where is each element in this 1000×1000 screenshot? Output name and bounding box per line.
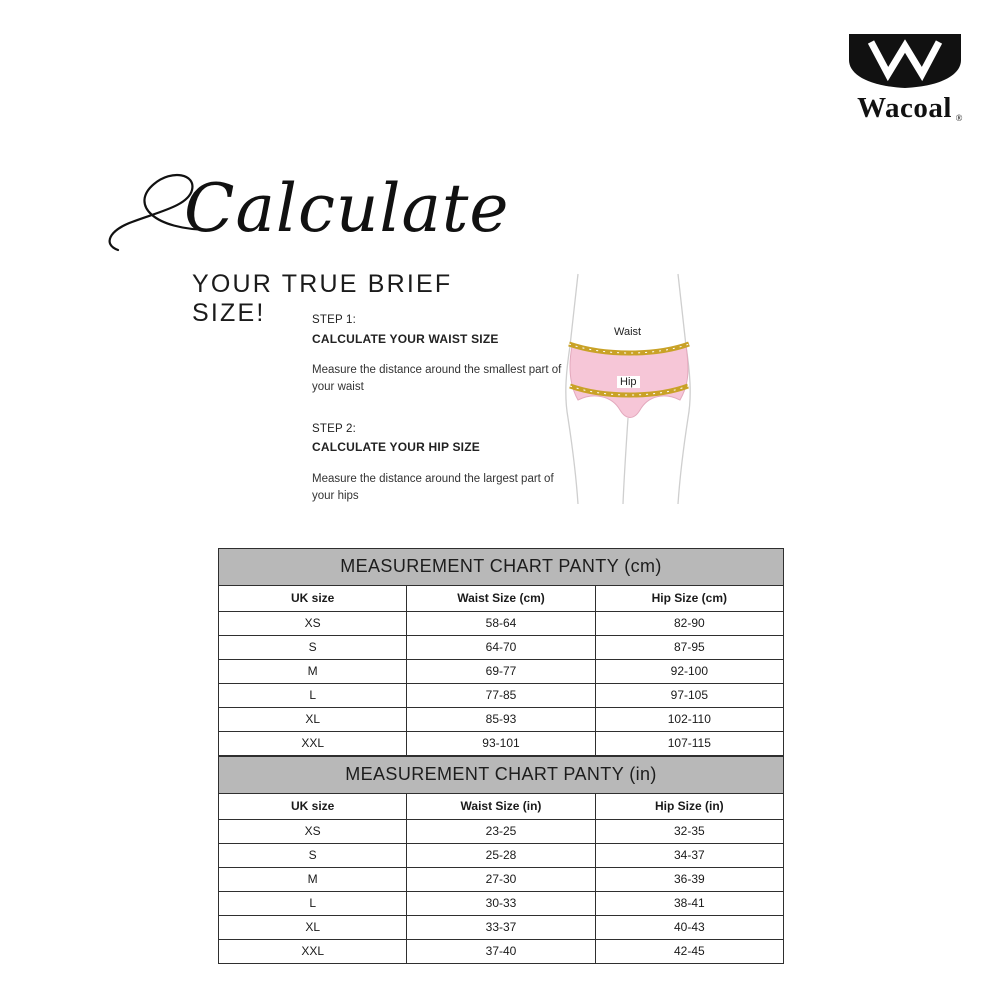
measurement-table-in: [218, 756, 784, 964]
cell-hip: 38-41: [595, 892, 783, 916]
cell-waist: 30-33: [407, 892, 595, 916]
measurement-chart-cm: [218, 548, 784, 756]
table-cm-title: MEASUREMENT CHART PANTY (cm): [219, 549, 784, 586]
cell-waist: 93-101: [407, 732, 595, 756]
cell-size: M: [219, 868, 407, 892]
table-row: [219, 868, 784, 892]
step-1-body: Measure the distance around the smallest part of your waist: [312, 364, 562, 394]
measurement-chart-in: [218, 756, 784, 964]
table-in-header-size: UK size: [219, 794, 407, 820]
step-2-eyebrow: STEP 2:: [312, 422, 357, 435]
cell-hip: 102-110: [595, 708, 783, 732]
table-cm-header-hip: Hip Size (cm): [595, 586, 783, 612]
table-row: [219, 612, 784, 636]
cell-waist: 27-30: [407, 868, 595, 892]
panty-diagram-icon: [520, 268, 740, 508]
cell-size: XS: [219, 612, 407, 636]
headline-block: [92, 152, 522, 328]
cell-size: XL: [219, 916, 407, 940]
table-cm-header-waist: Waist Size (cm): [407, 586, 595, 612]
cell-waist: 33-37: [407, 916, 595, 940]
wacoal-w-logo-icon: [847, 30, 963, 90]
table-row: [219, 892, 784, 916]
table-row: [219, 684, 784, 708]
brand-name: Wacoal: [857, 92, 952, 124]
cell-hip: 34-37: [595, 844, 783, 868]
cell-hip: 42-45: [595, 940, 783, 964]
step-2-body: Measure the distance around the largest part of your hips: [312, 472, 554, 502]
cell-size: S: [219, 636, 407, 660]
headline-subtitle: YOUR TRUE BRIEF SIZE!: [192, 270, 453, 327]
cell-waist: 69-77: [407, 660, 595, 684]
cell-size: L: [219, 892, 407, 916]
table-in-header-waist: Waist Size (in): [407, 794, 595, 820]
brand-logo: [837, 30, 972, 125]
table-row: [219, 636, 784, 660]
cell-waist: 58-64: [407, 612, 595, 636]
cell-size: L: [219, 684, 407, 708]
cell-hip: 82-90: [595, 612, 783, 636]
cell-hip: 107-115: [595, 732, 783, 756]
table-row: [219, 660, 784, 684]
table-in-header-hip: Hip Size (in): [595, 794, 783, 820]
cell-hip: 87-95: [595, 636, 783, 660]
cell-waist: 37-40: [407, 940, 595, 964]
cell-waist: 77-85: [407, 684, 595, 708]
hip-label: Hip: [617, 376, 640, 388]
brand-wordmark: [857, 92, 963, 125]
table-cm-header-size: UK size: [219, 586, 407, 612]
step-1-title: CALCULATE YOUR WAIST SIZE: [312, 331, 499, 346]
table-row: [219, 708, 784, 732]
table-row: [219, 732, 784, 756]
body-measurement-illustration: [520, 268, 740, 508]
registered-mark: ®: [955, 113, 963, 123]
step-1-eyebrow: STEP 1:: [312, 314, 357, 326]
measurement-table-cm: [218, 548, 784, 756]
cell-size: XXL: [219, 940, 407, 964]
table-row: [219, 940, 784, 964]
cell-size: S: [219, 844, 407, 868]
cell-hip: 92-100: [595, 660, 783, 684]
table-row: [219, 820, 784, 844]
headline-script: Calculate: [184, 170, 510, 247]
cell-size: M: [219, 660, 407, 684]
cell-waist: 25-28: [407, 844, 595, 868]
waist-label: Waist: [611, 326, 644, 338]
cell-hip: 36-39: [595, 868, 783, 892]
cell-waist: 23-25: [407, 820, 595, 844]
cell-hip: 40-43: [595, 916, 783, 940]
cell-hip: 32-35: [595, 820, 783, 844]
cell-hip: 97-105: [595, 684, 783, 708]
cell-waist: 85-93: [407, 708, 595, 732]
cell-waist: 64-70: [407, 636, 595, 660]
cell-size: XL: [219, 708, 407, 732]
table-row: [219, 844, 784, 868]
table-in-title: MEASUREMENT CHART PANTY (in): [219, 757, 784, 794]
step-2-title: CALCULATE YOUR HIP SIZE: [312, 440, 480, 455]
table-row: [219, 916, 784, 940]
cell-size: XS: [219, 820, 407, 844]
cell-size: XXL: [219, 732, 407, 756]
